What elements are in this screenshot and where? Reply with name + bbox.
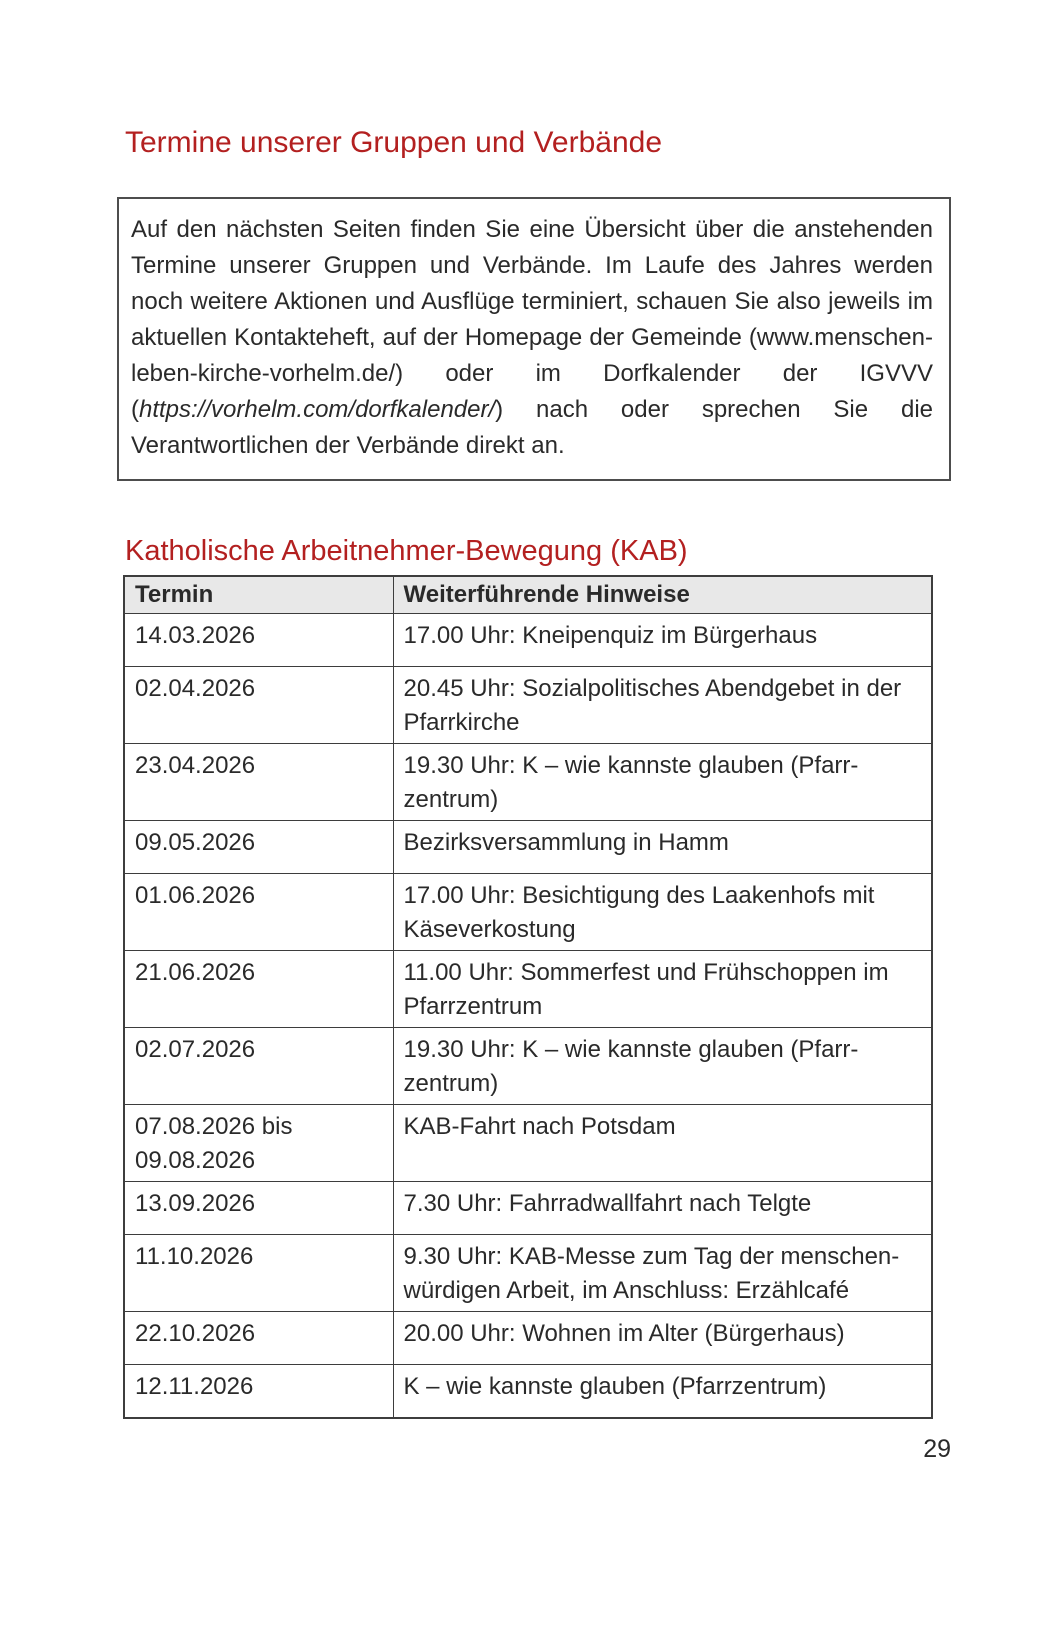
- hinweis-cell: 7.30 Uhr: Fahrradwallfahrt nach Telgte: [393, 1182, 932, 1235]
- section-title-kab: Katholische Arbeitnehmer-Bewegung (KAB): [125, 535, 688, 567]
- column-header-hinweise: Weiterführende Hinweise: [393, 576, 932, 614]
- intro-box: [117, 197, 951, 481]
- hinweis-cell: 17.00 Uhr: Besichtigung des Laakenhofs mit Käseverkostung: [393, 874, 932, 951]
- table-row: [124, 951, 932, 1028]
- document-page: [0, 126, 1061, 1626]
- hinweis-cell: 20.45 Uhr: Sozialpolitisches Abendgebet in der Pfarrkirche: [393, 667, 932, 744]
- table-row: [124, 1365, 932, 1418]
- intro-text-after: ) nach oder sprechen Sie die Verantwortlichen der Verbände direkt an.: [131, 396, 933, 459]
- termin-cell: 09.05.2026: [124, 821, 393, 874]
- intro-paragraph: [131, 212, 933, 464]
- intro-text-before: Auf den nächsten Seiten finden Sie eine Übersicht über die anstehenden Termine unserer Gruppen und Verbände. Im Laufe des Jahres werden noch weitere Aktionen und Ausflüge terminiert, schauen Sie also jeweils im aktuellen Kontakteheft, auf der Homepage der Gemeinde (www.menschen-leben-kirche-vorhelm.de/) oder im Dorfkalender der IGVVV (: [131, 216, 933, 423]
- page-title: Termine unserer Gruppen und Verbände: [125, 126, 663, 159]
- hinweis-cell: K – wie kannste glauben (Pfarrzentrum): [393, 1365, 932, 1418]
- termin-cell: 21.06.2026: [124, 951, 393, 1028]
- termin-cell: 14.03.2026: [124, 614, 393, 667]
- termin-cell: 01.06.2026: [124, 874, 393, 951]
- table-row: [124, 821, 932, 874]
- table-row: [124, 1182, 932, 1235]
- termin-cell: 07.08.2026 bis 09.08.2026: [124, 1105, 393, 1182]
- hinweis-cell: 9.30 Uhr: KAB-Messe zum Tag der menschen-würdigen Arbeit, im Anschluss: Erzählcafé: [393, 1235, 932, 1312]
- termin-cell: 23.04.2026: [124, 744, 393, 821]
- hinweis-cell: 17.00 Uhr: Kneipenquiz im Bürgerhaus: [393, 614, 932, 667]
- hinweis-cell: Bezirksversammlung in Hamm: [393, 821, 932, 874]
- kab-schedule-table: [123, 575, 933, 1419]
- hinweis-cell: 19.30 Uhr: K – wie kannste glauben (Pfarr-zentrum): [393, 1028, 932, 1105]
- table-row: [124, 667, 932, 744]
- table-row: [124, 614, 932, 667]
- termin-cell: 12.11.2026: [124, 1365, 393, 1418]
- hinweis-cell: 19.30 Uhr: K – wie kannste glauben (Pfarr-zentrum): [393, 744, 932, 821]
- termin-cell: 02.07.2026: [124, 1028, 393, 1105]
- hinweis-cell: 11.00 Uhr: Sommerfest und Frühschoppen im Pfarrzentrum: [393, 951, 932, 1028]
- hinweis-cell: 20.00 Uhr: Wohnen im Alter (Bürgerhaus): [393, 1312, 932, 1365]
- intro-url-italic: https://vorhelm.com/dorfkalender/: [139, 396, 496, 423]
- table-row: [124, 1105, 932, 1182]
- termin-cell: 13.09.2026: [124, 1182, 393, 1235]
- page-number: 29: [923, 1434, 951, 1463]
- termin-cell: 02.04.2026: [124, 667, 393, 744]
- table-row: [124, 874, 932, 951]
- table-header-row: [124, 576, 932, 614]
- termin-cell: 22.10.2026: [124, 1312, 393, 1365]
- table-row: [124, 1235, 932, 1312]
- table-row: [124, 1312, 932, 1365]
- hinweis-cell: KAB-Fahrt nach Potsdam: [393, 1105, 932, 1182]
- termin-cell: 11.10.2026: [124, 1235, 393, 1312]
- column-header-termin: Termin: [124, 576, 393, 614]
- table-row: [124, 744, 932, 821]
- table-row: [124, 1028, 932, 1105]
